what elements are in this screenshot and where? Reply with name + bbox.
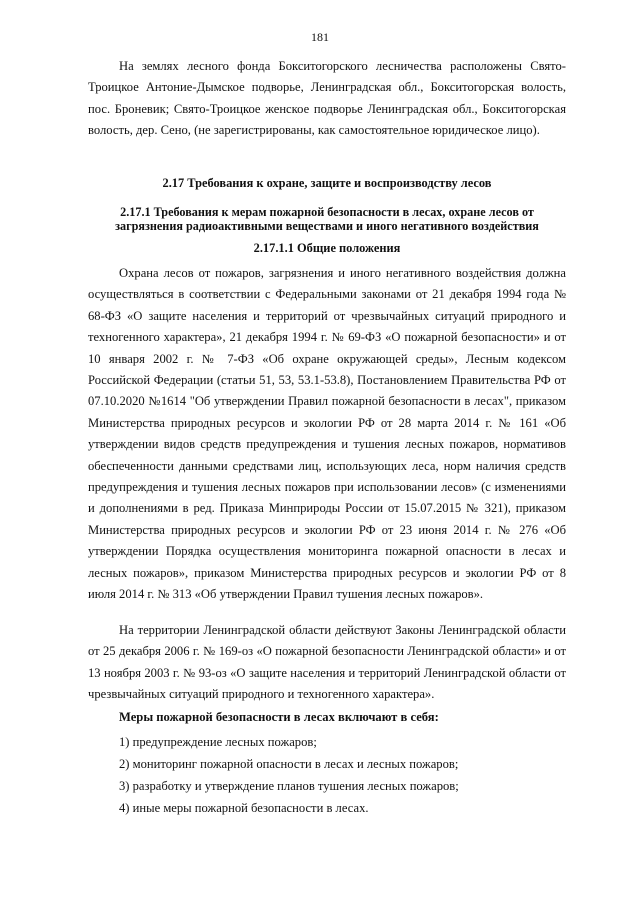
- list-item: 4) иные меры пожарной безопасности в лесах.: [119, 801, 369, 815]
- regional-paragraph: На территории Ленинградской области действуют Законы Ленинградской области от 25 декабря 2006 г. № 169-оз «О пожарной безопасности Ленинградской области» и от 13 ноября 2003 г. № 93-оз «О защите населения и территорий Ленинградской области от чрезвычайных ситуаций природного и техногенного характера».: [88, 623, 566, 702]
- list-item: 3) разработку и утверждение планов тушения лесных пожаров;: [119, 779, 459, 793]
- subsection-heading: 2.17.1 Требования к мерам пожарной безопасности в лесах, охране лесов от загрязнения радиоактивными веществами и иного негативного воздействия: [115, 205, 539, 233]
- measures-lead: Меры пожарной безопасности в лесах включают в себя:: [119, 710, 439, 724]
- list-item: 1) предупреждение лесных пожаров;: [119, 735, 317, 749]
- list-item: 2) мониторинг пожарной опасности в лесах и лесных пожаров;: [119, 757, 459, 771]
- main-paragraph: Охрана лесов от пожаров, загрязнения и иного негативного воздействия должна осуществляться в соответствии с Федеральными законами от 21 декабря 1994 года № 68-ФЗ «О защите населения и территорий от чрезвычайных ситуаций природного и техногенного характера», 21 декабря 1994 г. № 69-ФЗ «О пожарной безопасности» и от 10 января 2002 г. № 7-ФЗ «Об охране окружающей среды», Лесным кодексом Российской Федерации (статьи 51, 53, 53.1-53.8), Постановлением Правительства РФ от 07.10.2020 №1614 "Об утверждении Правил пожарной безопасности в лесах", приказом Министерства природных ресурсов и экологии РФ от 28 марта 2014 г. № 161 «Об утверждении видов средств предупреждения и тушения лесных пожаров, нормативов обеспеченности данными средствами лиц, использующих леса, норм наличия средств предупреждения и тушения лесных пожаров при использовании лесов» (с изменениями и дополнениями в ред. Приказа Минприроды России от 15.07.2015 № 321), приказом Министерства природных ресурсов и экологии РФ от 23 июня 2014 г. № 276 «Об утверждении Порядка осуществления мониторинга пожарной опасности в лесах и лесных пожаров», приказом Министерства природных ресурсов и экологии РФ от 8 июля 2014 г. № 313 «Об утверждении Правил тушения лесных пожаров».: [88, 266, 566, 602]
- page-number: 181: [311, 30, 329, 44]
- subsubsection-heading: 2.17.1.1 Общие положения: [253, 241, 401, 255]
- section-heading: 2.17 Требования к охране, защите и воспроизводству лесов: [162, 176, 492, 190]
- intro-paragraph: На землях лесного фонда Бокситогорского лесничества расположены Свято-Троицкое Антоние-Дымское подворье, Ленинградская обл., Бокситогорская волость, пос. Броневик; Свято-Троицкое женское подворье Ленинградская обл., Бокситогорская волость, дер. Сено, (не зарегистрированы, как самостоятельное юридическое лицо).: [88, 59, 566, 138]
